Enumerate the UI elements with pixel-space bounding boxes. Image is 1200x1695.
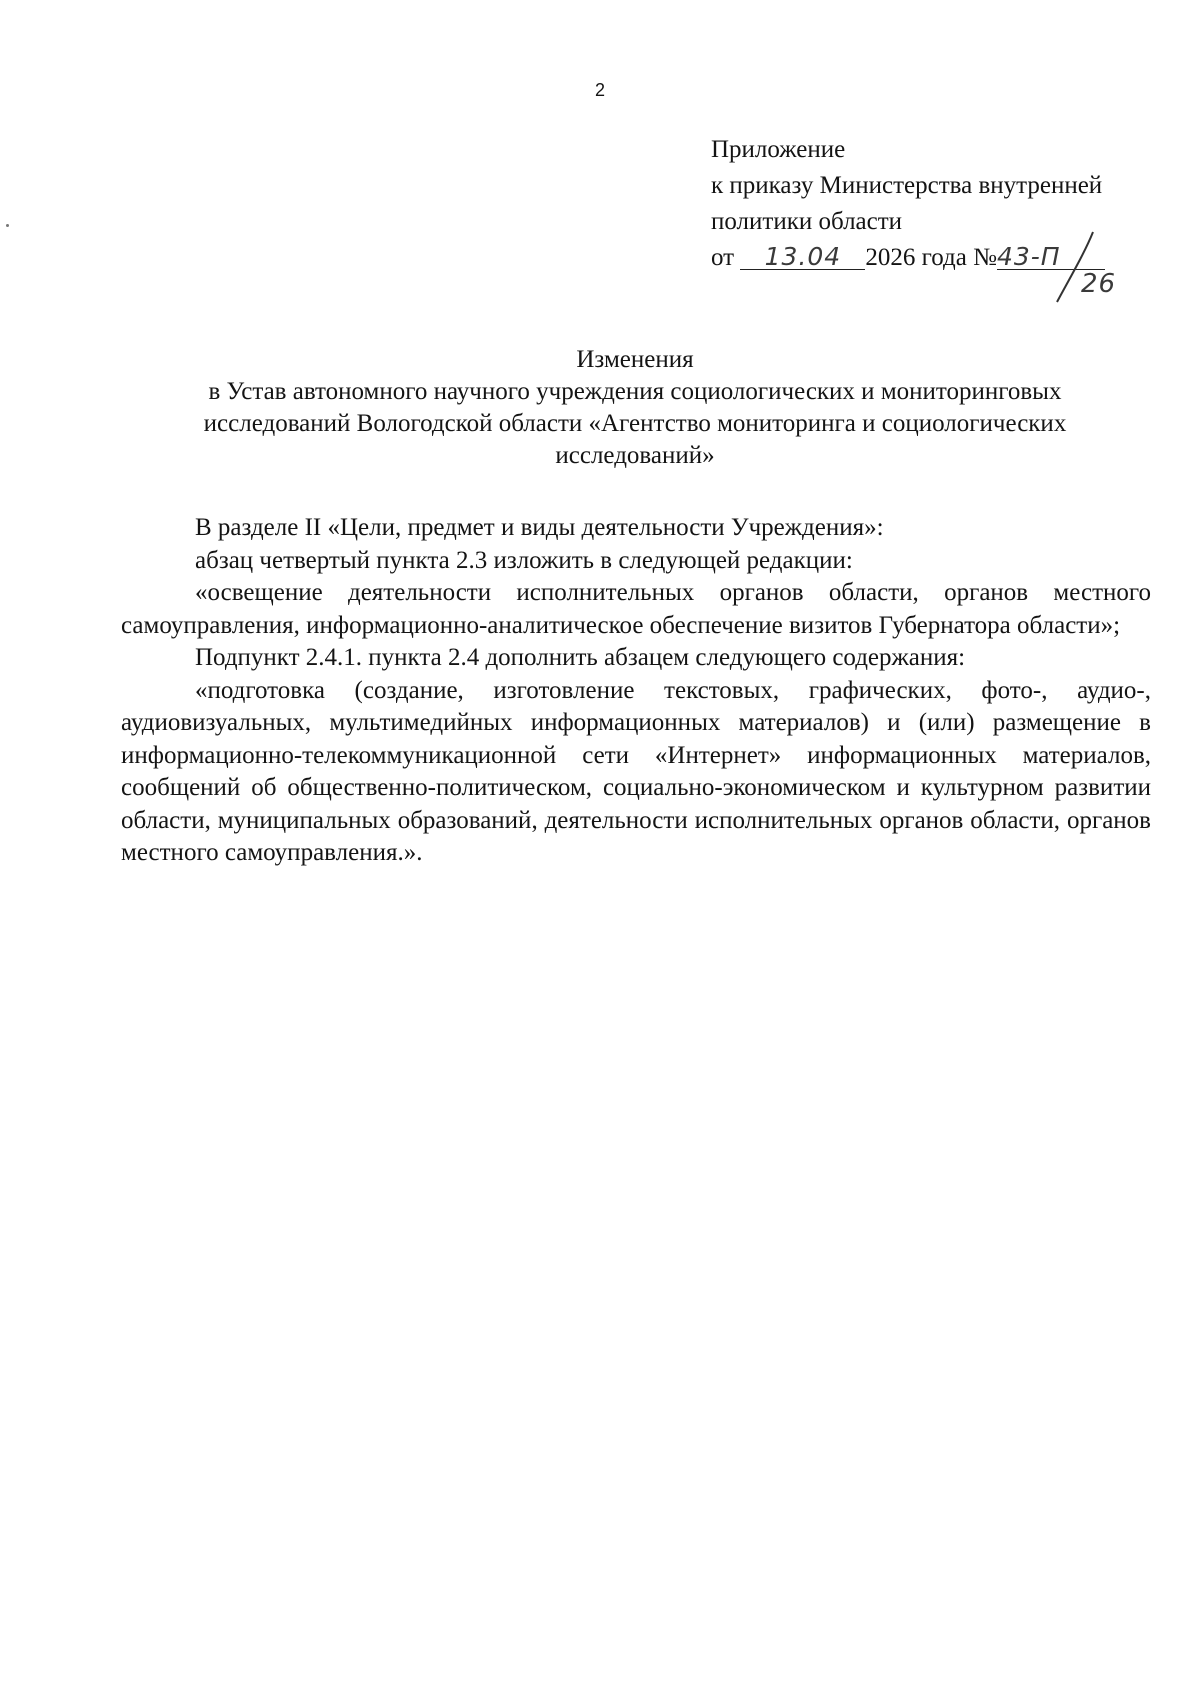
paragraph-section: В разделе II «Цели, предмет и виды деятельности Учреждения»:: [195, 514, 884, 541]
date-prefix: от: [711, 244, 735, 271]
paragraph-quote-2-3: «освещение деятельности исполнительных органов области, органов местного самоуправления, информационно-аналитическое обеспечение визитов Губернатора области»;: [121, 579, 1151, 639]
appendix-block: [711, 132, 1171, 299]
date-suffix: 2026 года №: [865, 244, 997, 271]
paragraph-amendment-2-4-1: Подпункт 2.4.1. пункта 2.4 дополнить абзацем следующего содержания:: [195, 644, 966, 671]
title-line-3: исследований Вологодской области «Агентство мониторинга и социологических: [203, 410, 1067, 437]
page-number: 2: [594, 80, 605, 100]
document-body: [121, 512, 1151, 870]
title-line-2: в Устав автономного научного учреждения социологических и мониторинговых: [208, 378, 1062, 405]
paragraph-quote-2-4-1: «подготовка (создание, изготовление текстовых, графических, фото-, аудио-, аудиовизуальных, мультимедийных информационных материалов) и (или) размещение в информационно-телекоммуникационной сети «Интернет» информационных материалов, сообщений об общественно-политическом, социально-экономическом и культурном развитии области, муниципальных образований, деятельности исполнительных органов области, органов местного самоуправления.».: [121, 676, 1151, 866]
appendix-title: Приложение: [711, 136, 846, 163]
paragraph-amendment-2-3: абзац четвертый пункта 2.3 изложить в следующей редакции:: [195, 546, 853, 574]
appendix-order-line: к приказу Министерства внутренней: [711, 172, 1103, 199]
handwritten-number-tail: 26: [1081, 269, 1117, 299]
title-heading: Изменения: [576, 346, 694, 373]
appendix-ministry-line: политики области: [711, 208, 903, 235]
document-title: [140, 344, 1130, 472]
title-line-4: исследований»: [555, 442, 715, 469]
handwritten-number: 43-П: [997, 244, 1105, 270]
handwritten-date: 13.04: [740, 244, 865, 270]
scan-dot: [6, 224, 9, 227]
appendix-date-line: [711, 240, 1171, 299]
